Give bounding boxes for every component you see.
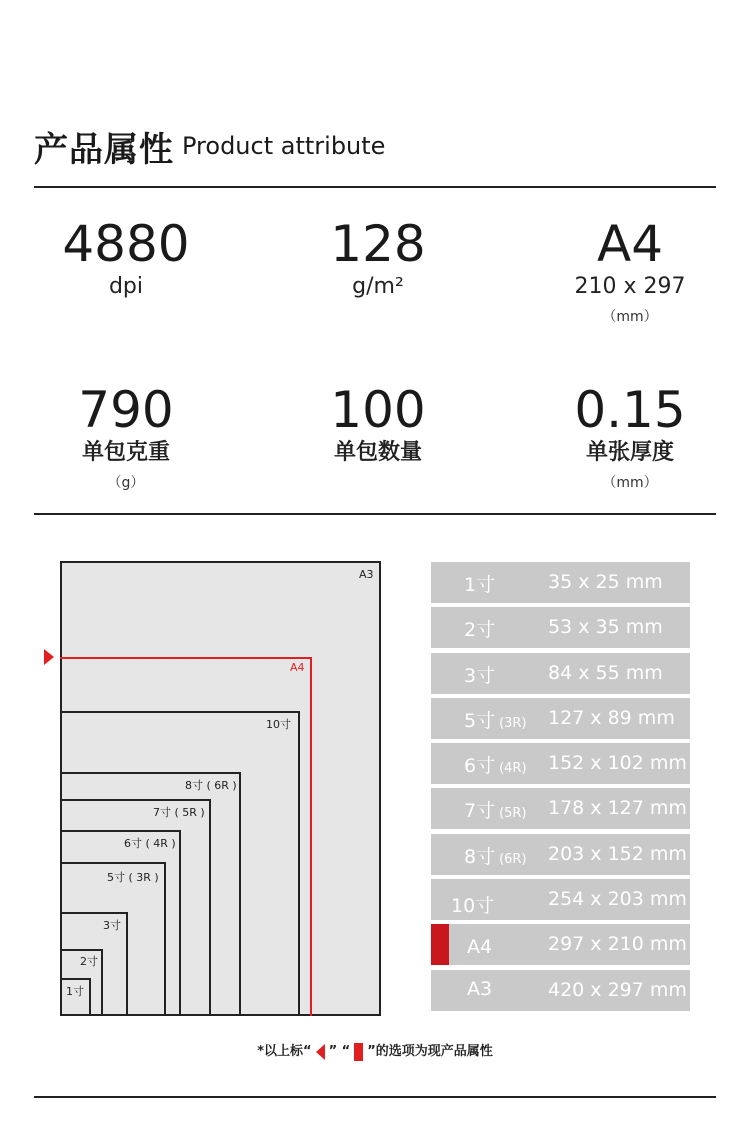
size-diagram <box>40 556 390 1026</box>
size-table <box>431 562 690 1015</box>
size-dimensions: 420 x 297 mm <box>548 978 687 1001</box>
stat-unit: （g） <box>107 475 145 491</box>
stat-unit: （mm） <box>602 309 658 325</box>
size-name: A4 <box>467 936 493 959</box>
stat-thickness <box>530 382 730 494</box>
size-label-8: 8寸 ( 6R ) <box>185 779 237 792</box>
size-label-7: 7寸 ( 5R ) <box>153 806 205 819</box>
stat-value: 4880 <box>62 215 190 273</box>
size-name: 6寸 (4R) <box>464 755 527 778</box>
size-row-3 <box>431 653 690 694</box>
size-label-1: 1寸 <box>66 985 84 998</box>
size-dimensions: 297 x 210 mm <box>548 933 687 956</box>
size-row-8 <box>431 834 690 875</box>
note-prefix: *以上标“ <box>257 1044 312 1059</box>
stat-label: 单包克重 <box>81 440 170 465</box>
size-label-6: 6寸 ( 4R ) <box>124 837 176 850</box>
size-label-3: 3寸 <box>103 919 121 932</box>
note-middle: ” “ <box>328 1044 351 1059</box>
size-row-2 <box>431 607 690 648</box>
stat-resolution <box>26 216 226 302</box>
size-name: 10寸 <box>451 895 495 918</box>
size-label-a4: A4 <box>290 661 305 674</box>
stat-paper-size <box>530 216 730 328</box>
size-row-a3 <box>431 970 690 1011</box>
page-subtitle: Product attribute <box>182 132 386 160</box>
top-divider <box>34 186 716 188</box>
size-row-6 <box>431 743 690 784</box>
size-name: 7寸 (5R) <box>464 800 527 823</box>
triangle-marker-icon <box>316 1044 325 1060</box>
current-size-flag <box>431 924 449 965</box>
size-label-2: 2寸 <box>80 955 98 968</box>
size-row-10 <box>431 879 690 920</box>
size-dimensions: 84 x 55 mm <box>548 661 663 684</box>
stat-value: A4 <box>596 215 663 273</box>
size-label-5: 5寸 ( 3R ) <box>107 871 159 884</box>
size-name: 3寸 <box>464 664 496 687</box>
size-dimensions: 178 x 127 mm <box>548 797 687 820</box>
stat-value: 790 <box>78 381 174 439</box>
stat-label: 210 x 297 <box>574 274 686 299</box>
size-row-a4 <box>431 924 690 965</box>
size-name: A3 <box>467 977 493 1000</box>
size-dimensions: 53 x 35 mm <box>548 616 663 639</box>
size-name: 8寸 (6R) <box>464 845 527 868</box>
size-name: 2寸 <box>464 619 496 642</box>
stat-label: dpi <box>108 274 144 299</box>
size-name: 5寸 (3R) <box>464 709 527 732</box>
legend-note <box>0 1040 750 1061</box>
size-dimensions: 254 x 203 mm <box>548 888 687 911</box>
size-row-7 <box>431 788 690 829</box>
stat-value: 0.15 <box>574 381 686 439</box>
size-dimensions: 127 x 89 mm <box>548 706 675 729</box>
stat-pack-count <box>278 382 478 468</box>
size-row-1 <box>431 562 690 603</box>
stat-value: 100 <box>330 381 426 439</box>
stat-label: 单张厚度 <box>585 440 674 465</box>
size-label-10: 10寸 <box>266 718 291 731</box>
size-label-a3: A3 <box>359 568 374 581</box>
middle-divider <box>34 513 716 515</box>
page-title: 产品属性 <box>34 130 174 170</box>
size-dimensions: 35 x 25 mm <box>548 571 663 593</box>
size-name: 1寸 <box>464 574 496 596</box>
bar-marker-icon <box>354 1043 363 1061</box>
stat-pack-weight <box>26 382 226 494</box>
stat-unit: （mm） <box>602 475 658 491</box>
size-dimensions: 152 x 102 mm <box>548 752 687 775</box>
stat-label: g/m² <box>352 274 404 299</box>
stat-weight-gsm <box>278 216 478 302</box>
note-suffix: ”的选项为现产品属性 <box>367 1044 493 1059</box>
bottom-divider <box>34 1096 716 1098</box>
size-row-5 <box>431 698 690 739</box>
stat-label: 单包数量 <box>333 440 422 465</box>
stat-value: 128 <box>330 215 426 273</box>
size-dimensions: 203 x 152 mm <box>548 842 687 865</box>
